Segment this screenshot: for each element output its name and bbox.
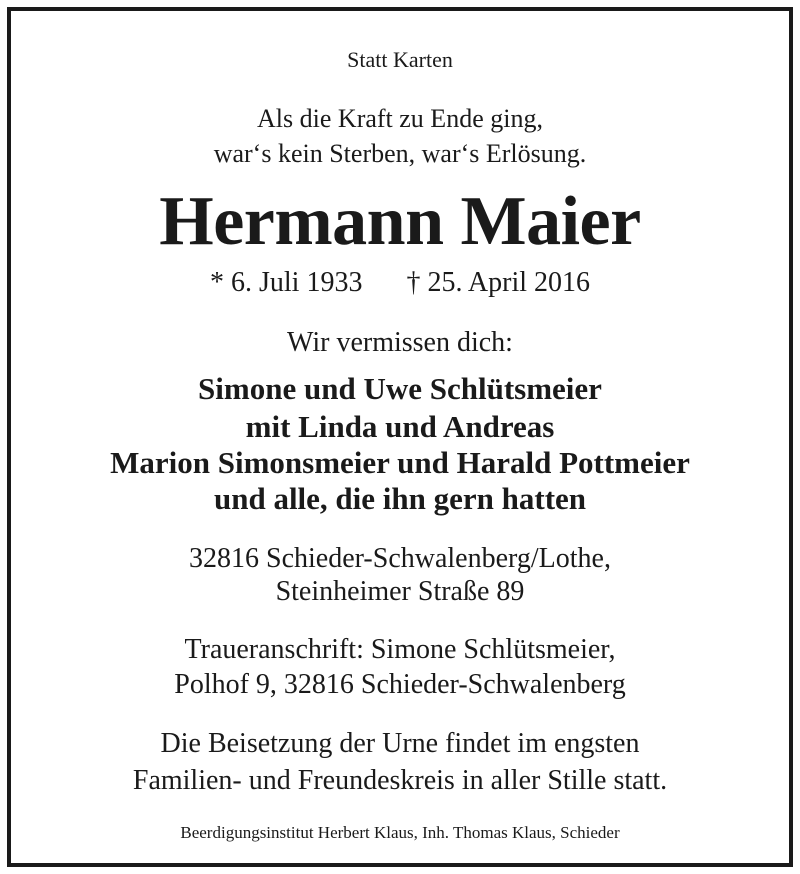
motto-line-1: Als die Kraft zu Ende ging, (257, 104, 543, 133)
motto-line-2: war‘s kein Sterben, war‘s Erlösung. (213, 139, 587, 168)
address-line-2: Steinheimer Straße 89 (275, 576, 525, 607)
life-dates (11, 269, 789, 297)
death-notice (7, 7, 793, 867)
birth-date: * 6. Juli 1933 (209, 267, 363, 298)
header-text: Statt Karten (347, 47, 453, 72)
mourners-intro: Wir vermissen dich: (287, 327, 513, 358)
funeral-note-line-1: Die Beisetzung der Urne findet im engsten (160, 728, 640, 759)
mourner-line: und alle, die ihn gern hatten (213, 481, 587, 516)
address-line-1: 32816 Schieder-Schwalenberg/Lothe, (189, 543, 611, 574)
mourning-address-line-1: Traueranschrift: Simone Schlütsmeier, (184, 634, 616, 665)
mourner-line: Marion Simonsmeier und Harald Pottmeier (110, 445, 690, 480)
mourner-line: mit Linda und Andreas (245, 409, 555, 444)
funeral-note-line-2: Familien- und Freundeskreis in aller Stille statt. (132, 765, 668, 796)
mourning-address-line-2: Polhof 9, 32816 Schieder-Schwalenberg (174, 669, 626, 700)
funeral-home: Beerdigungsinstitut Herbert Klaus, Inh. Thomas Klaus, Schieder (180, 823, 620, 842)
mourner-line: Simone und Uwe Schlütsmeier (198, 371, 602, 406)
death-date: † 25. April 2016 (406, 267, 591, 298)
deceased-name: Hermann Maier (159, 183, 641, 260)
